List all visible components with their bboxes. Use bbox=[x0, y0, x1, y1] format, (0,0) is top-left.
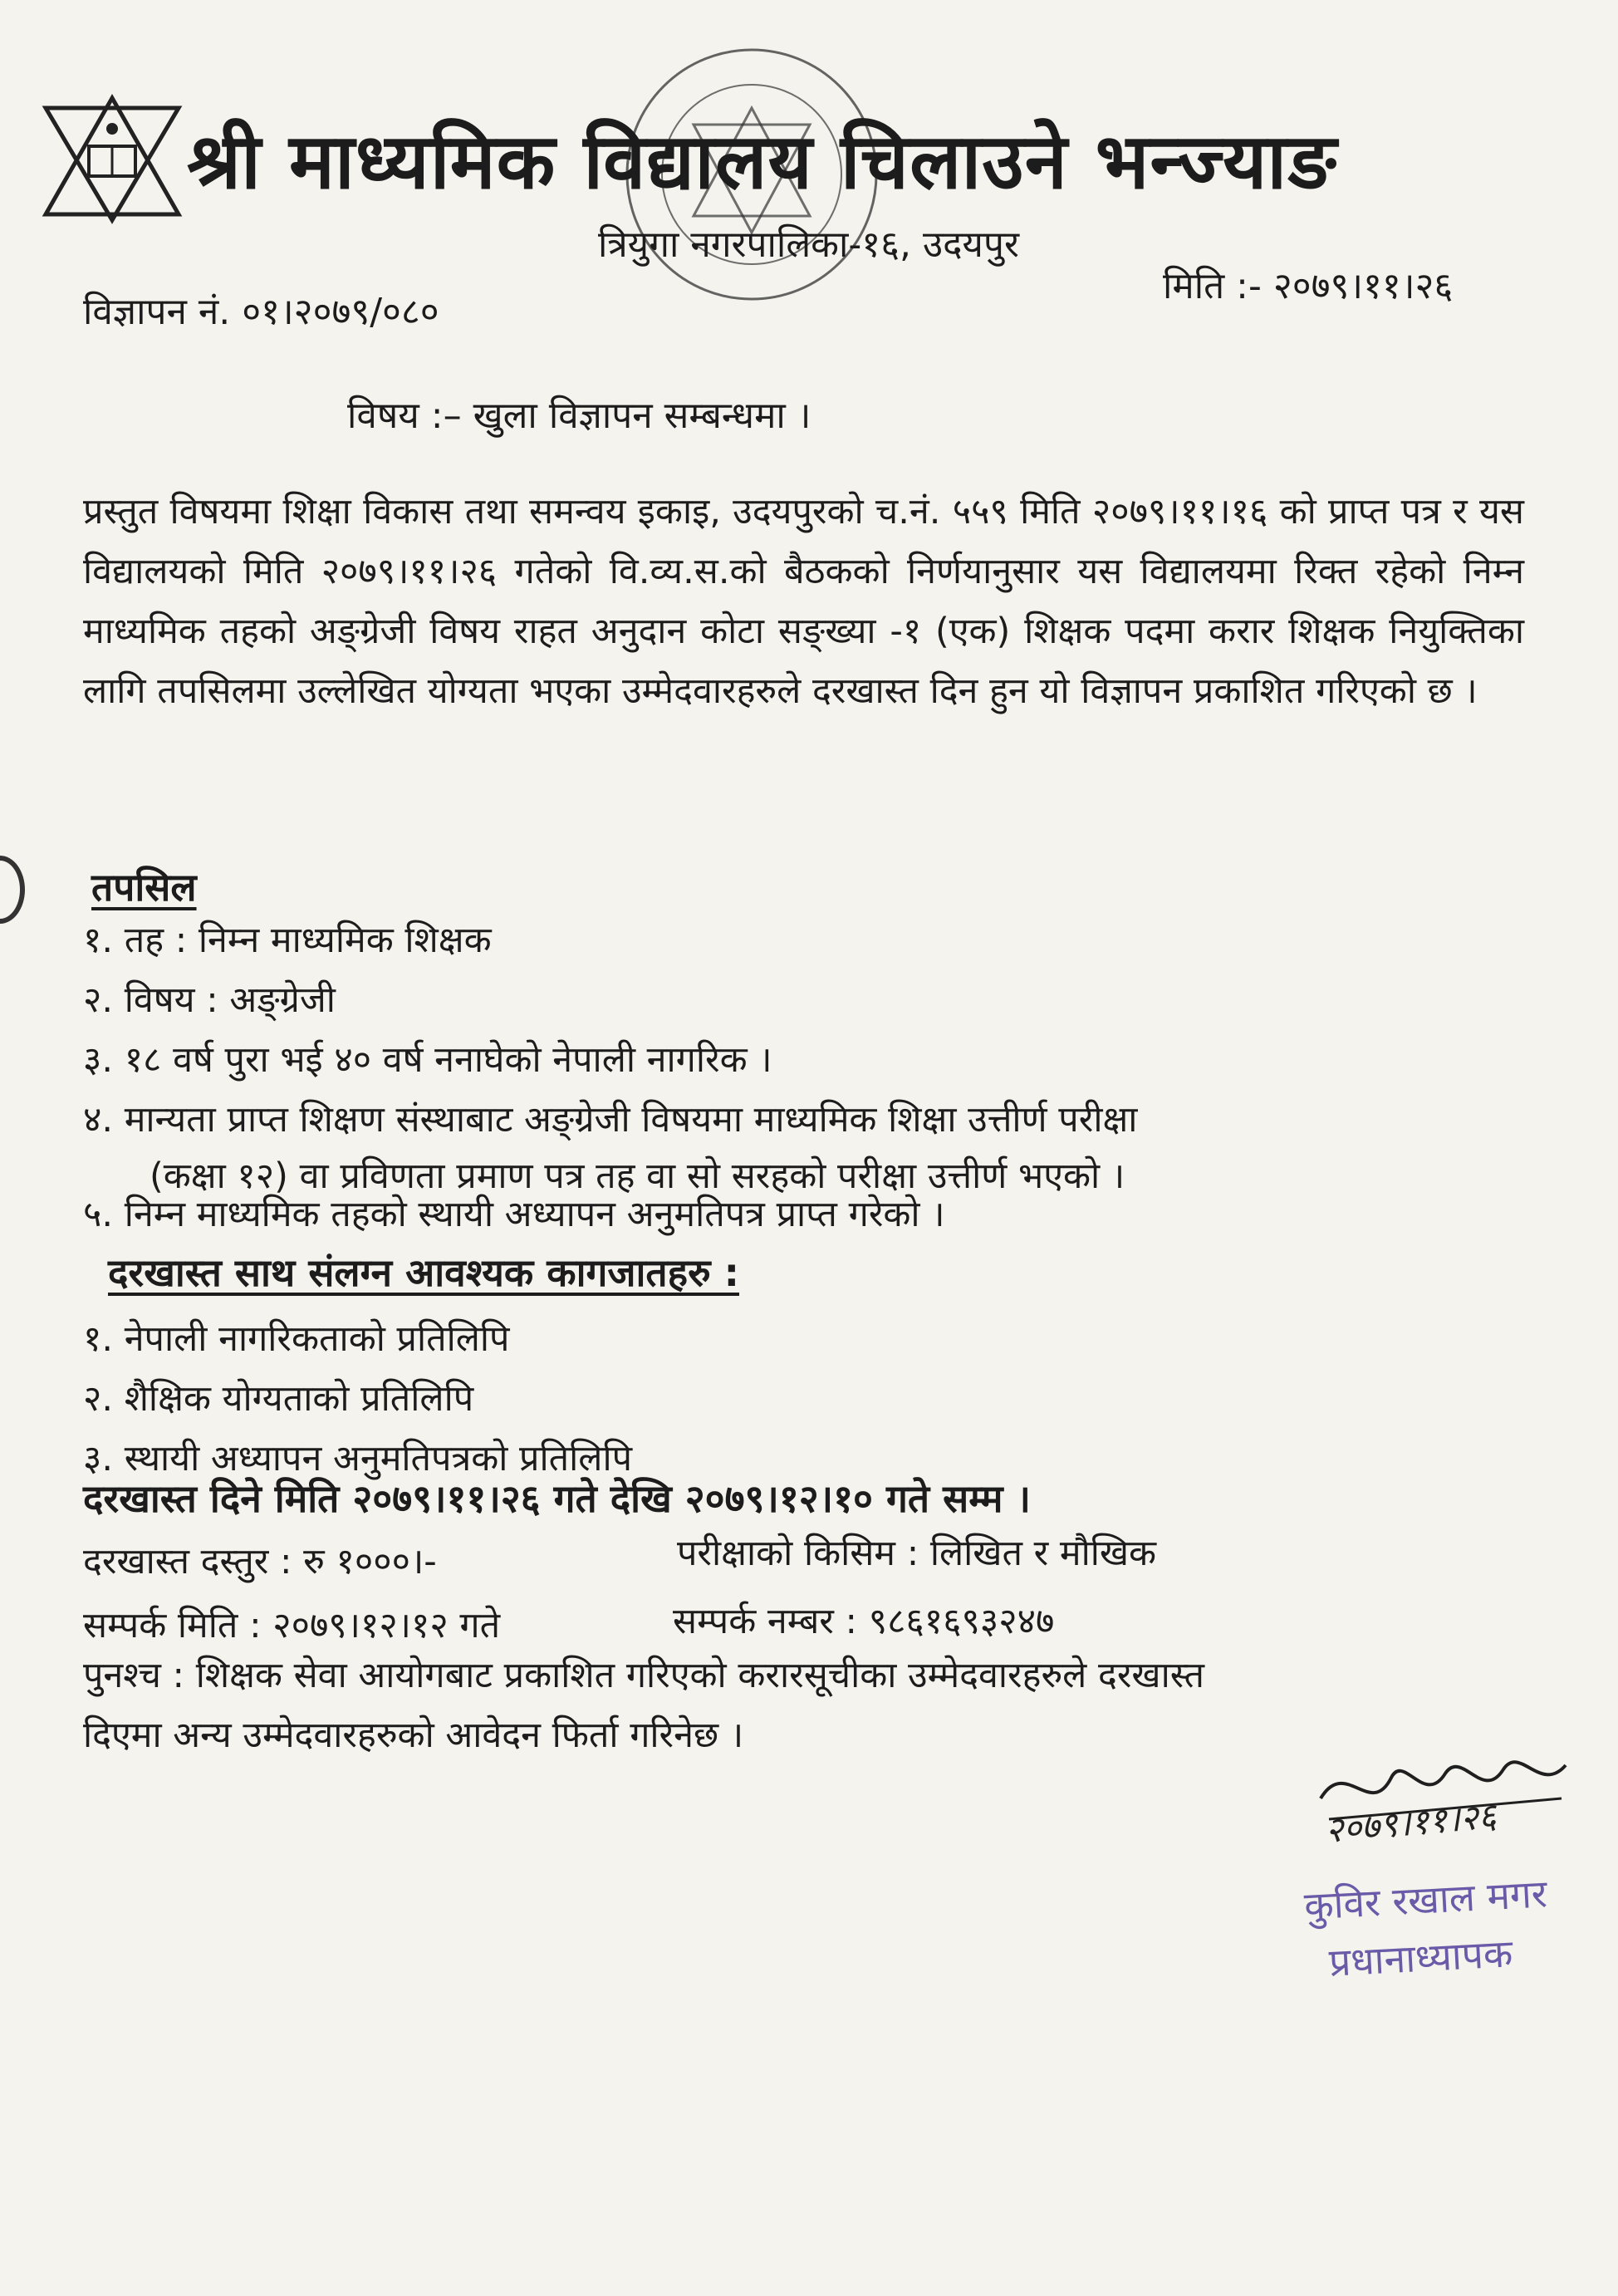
tapsil-item: १. तह : निम्न माध्यमिक शिक्षक bbox=[83, 920, 492, 961]
postscript-line: दिएमा अन्य उम्मेदवारहरुको आवेदन फिर्ता गरिनेछ । bbox=[83, 1715, 744, 1756]
documents-heading: दरखास्त साथ संलग्न आवश्यक कागजातहरु : bbox=[108, 1250, 739, 1295]
advertisement-number: विज्ञापन नं. ०१।२०७९/०८० bbox=[83, 291, 439, 333]
postscript-line: पुनश्च : शिक्षक सेवा आयोगबाट प्रकाशित गरिएको करारसूचीका उम्मेदवारहरुले दरखास्त bbox=[83, 1655, 1204, 1696]
application-fee: दरखास्त दस्तुर : रु १०००।- bbox=[83, 1541, 437, 1582]
school-address: त्रियुगा नगरपालिका-१६, उदयपुर bbox=[598, 223, 1019, 266]
signatory-name: कुविर रखाल मगर bbox=[1302, 1871, 1548, 1929]
tapsil-item: ४. मान्यता प्राप्त शिक्षण संस्थाबाट अङ्ग्रेजी विषयमा माध्यमिक शिक्षा उत्तीर्ण परीक्षा bbox=[83, 1099, 1138, 1141]
application-dates: दरखास्त दिने मिति २०७९।११।२६ गते देखि २०७९।१२।१० गते सम्म । bbox=[83, 1476, 1031, 1521]
tapsil-item: २. विषय : अङ्ग्रेजी bbox=[83, 979, 336, 1021]
contact-date: सम्पर्क मिति : २०७९।१२।१२ गते bbox=[83, 1605, 501, 1646]
body-paragraph: प्रस्तुत विषयमा शिक्षा विकास तथा समन्वय इकाइ, उदयपुरको च.नं. ५५९ मिति २०७९।११।१६ को प्राप्त पत्र र यस विद्यालयको मिति २०७९।११।२६ गतेको वि.व्य.स.को बैठकको निर्णयानुसार यस विद्यालयमा रिक्त रहेको निम्न माध्यमिक तहको अङ्ग्रेजी विषय राहत अनुदान कोटा सङ्ख्या -१ (एक) शिक्षक पदमा करार शिक्षक नियुक्तिका लागि तपसिलमा उल्लेखित योग्यता भएका उम्मेदवारहरुले दरखास्त दिन हुन यो विज्ञापन प्रकाशित गरिएको छ । bbox=[83, 491, 1524, 712]
signatory-title: प्रधानाध्यापक bbox=[1327, 1931, 1514, 1985]
tapsil-item: ५. निम्न माध्यमिक तहको स्थायी अध्यापन अनुमतिपत्र प्राप्त गरेको । bbox=[83, 1194, 945, 1235]
tapsil-item-continued: (कक्षा १२) वा प्रविणता प्रमाण पत्र तह वा सो सरहको परीक्षा उत्तीर्ण भएको । bbox=[150, 1155, 1125, 1197]
document-item: ३. स्थायी अध्यापन अनुमतिपत्रको प्रतिलिपि bbox=[83, 1438, 633, 1479]
document-item: २. शैक्षिक योग्यताको प्रतिलिपि bbox=[83, 1378, 474, 1420]
document-item: १. नेपाली नागरिकताको प्रतिलिपि bbox=[83, 1318, 510, 1360]
signature-date: २०७९।११।२६ bbox=[1323, 1795, 1498, 1851]
tapsil-heading: तपसिल bbox=[91, 865, 197, 910]
notice-date: मिति :- २०७९।११।२६ bbox=[1163, 265, 1454, 307]
school-emblem-icon bbox=[37, 91, 187, 224]
contact-number: सम्पर्क नम्बर : ९८६१६९३२४७ bbox=[673, 1601, 1055, 1642]
subject-line: विषय :– खुला विज्ञापन सम्बन्धमा । bbox=[347, 395, 811, 437]
punch-hole-mark bbox=[0, 856, 25, 924]
exam-type: परीक्षाको किसिम : लिखित र मौखिक bbox=[677, 1533, 1157, 1574]
tapsil-item: ३. १८ वर्ष पुरा भई ४० वर्ष ननाघेको नेपाली नागरिक । bbox=[83, 1039, 772, 1081]
school-name: श्री माध्यमिक विद्यालय चिलाउने भन्ज्याङ bbox=[187, 117, 1337, 206]
